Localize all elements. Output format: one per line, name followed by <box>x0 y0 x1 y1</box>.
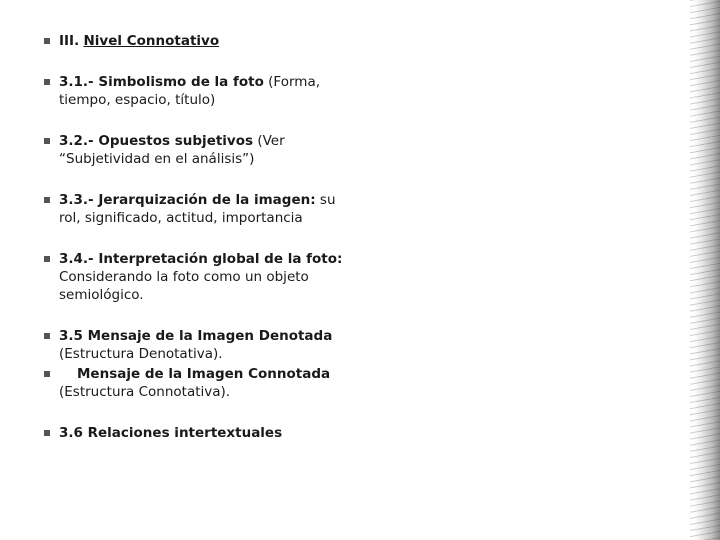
item-heading: 3.1.- Simbolismo de la foto <box>59 74 264 90</box>
square-bullet-icon <box>44 138 50 144</box>
list-item-3-1 <box>44 73 344 109</box>
border-hatch-pattern <box>690 0 720 540</box>
list-item-3-6 <box>44 424 344 442</box>
square-bullet-icon <box>44 197 50 203</box>
item-description: Considerando la foto como un objeto semiológico. <box>59 269 309 303</box>
square-bullet-icon <box>44 79 50 85</box>
square-bullet-icon <box>44 371 50 377</box>
item-heading: 3.6 Relaciones intertextuales <box>59 425 283 441</box>
square-bullet-icon <box>44 38 50 44</box>
list-item-3-3 <box>44 191 344 227</box>
square-bullet-icon <box>44 256 50 262</box>
item-heading: 3.4.- Interpretación global de la foto: <box>59 251 343 267</box>
item-description: (Forma, tiempo, espacio, título) <box>59 74 321 108</box>
item-description: su rol, significado, actitud, importancia <box>59 192 336 226</box>
decorative-right-border <box>680 0 720 540</box>
item-heading: Nivel Connotativo <box>83 33 220 49</box>
item-description: (Ver “Subjetividad en el análisis”) <box>59 133 285 167</box>
square-bullet-icon <box>44 430 50 436</box>
list-item-3-2 <box>44 132 344 168</box>
list-item-mensaje-connotada <box>44 365 344 401</box>
item-heading: 3.5 Mensaje de la Imagen Denotada <box>59 328 333 344</box>
list-item-3-5 <box>44 327 344 363</box>
item-heading: 3.2.- Opuestos subjetivos <box>59 133 254 149</box>
item-number: III. <box>59 33 80 49</box>
item-heading: Mensaje de la Imagen Connotada <box>77 366 331 382</box>
list-item-nivel-connotativo <box>44 32 344 50</box>
item-description: (Estructura Denotativa). <box>59 346 223 362</box>
item-description: (Estructura Connotativa). <box>59 384 231 400</box>
bullet-list <box>44 28 344 442</box>
square-bullet-icon <box>44 333 50 339</box>
list-item-3-4 <box>44 250 344 304</box>
item-heading: 3.3.- Jerarquización de la imagen: <box>59 192 316 208</box>
